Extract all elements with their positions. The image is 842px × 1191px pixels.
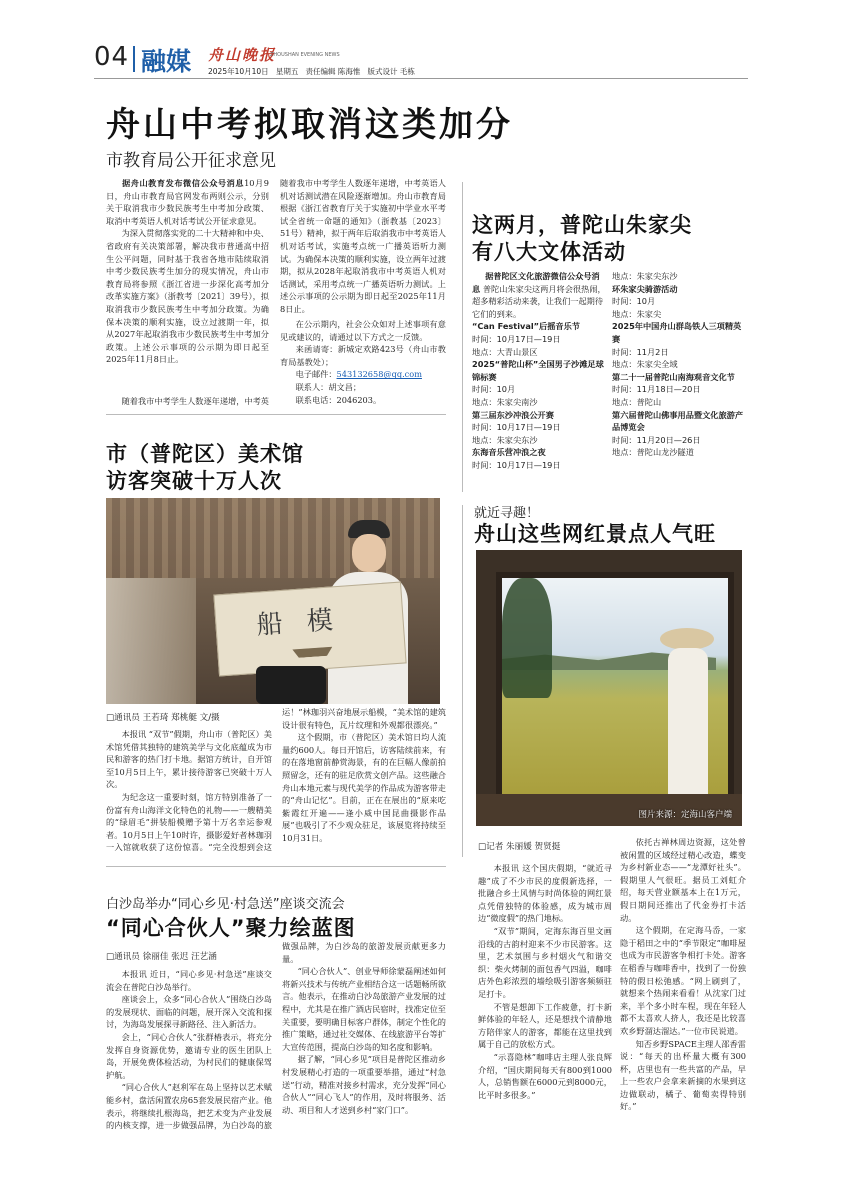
- article4-p5: 依托古禅林周边资源，这处曾被闲置的区域经过精心改造，蝶变为乡村新业态——“龙潭好社头”。假期里人气很旺。据员工刘虹介绍，每天营业额基本上在1万元，假日期间还推出了代金券打卡活动。: [620, 837, 746, 923]
- article3-p3: 这个假期，市（普陀区）美术馆日均人流量约600人。每日开馆后，访客陆续前来，有的在落地窗前静赏海景，有的在巨幅人像前拍照留念，还有的驻足欣赏文创产品。这些融合舟山本地元素与现代美学的作品成为游客带走的“舟山记忆”。目前，正在在展出的“原来吃紫霞红开遍——逢小威中国昆曲摄影作品展”也吸引了不少观众驻足，该展览将持续至10月31日。: [282, 732, 446, 843]
- headline-zhongkao: 舟山中考拟取消这类加分: [106, 105, 513, 145]
- divider-vertical-bottom: [462, 505, 463, 857]
- responsible-editor: 责任编辑 陈海惟: [305, 67, 361, 76]
- page-number: 04: [94, 42, 130, 72]
- event-name-text: 东海音乐营冲浪之夜: [472, 447, 546, 458]
- article5-kicker: 白沙岛举办“同心乡见·村急送”座谈交流会: [106, 897, 345, 912]
- issue-date: 2025年10月10日: [208, 67, 269, 76]
- event-detail: 地点：朱家尖: [612, 308, 662, 319]
- camera-shape: [256, 666, 326, 704]
- email-link[interactable]: 543132658@qq.com: [336, 369, 422, 380]
- article4-byline: □记者 朱丽媛 贺贤挺: [478, 842, 561, 852]
- article4-p3: 不管是想卸下工作疲惫，打卡新鲜体验的年轻人，还是想找个清静地方陪伴家人的游客，都能在这里找到属于自己的放松方式。: [478, 1001, 612, 1050]
- headline-partners: “同心合伙人”聚力绘蓝图: [106, 916, 356, 940]
- event-list-2: [612, 270, 746, 459]
- article4-p6: 这个假期，在定海马岙，一家隐于稻田之中的“季节限定”咖啡屋也成为市民游客争相打卡处。游客在稻香与咖啡香中，找到了一份独特的假日松弛感。“网上刷到了，就想来个热闹来看看！从沈家门过来，半个多小时车程，现在年轻人都不太喜欢人挤人，我还是比较喜欢乡野溜达溜达。”一位市民说道。: [620, 925, 746, 1036]
- event-detail: 地点：朱家尖东沙: [472, 434, 538, 445]
- event-name-text: 2025年中国舟山群岛铁人三项精英赛: [612, 321, 742, 344]
- article4-p4: “示喜隐林”咖啡店主理人张良辉介绍，“国庆期间每天有800到1000人，总销售额在6000元到8000元，比平时多很多。”: [478, 1051, 612, 1100]
- divider-under-article1: [106, 414, 446, 415]
- article5-byline: □通讯员 徐丽佳 张迟 汪艺涵: [106, 952, 217, 962]
- headline-putuo-events-line1: 这两月，普陀山朱家尖: [472, 213, 692, 237]
- article3-p1: 本报讯 “双节”假期，舟山市（普陀区）美术馆凭借其独特的建筑美学与文化底蕴成为市民和游客的热门打卡地。据馆方统计，自开馆至10月5日上午，累计接待游客已突破十万人次。: [106, 729, 272, 790]
- scenic-photo: [476, 550, 742, 826]
- event-detail: 地点：朱家尖南沙: [472, 396, 538, 407]
- headline-art-museum-line2: 访客突破十万人次: [106, 469, 282, 493]
- article5-p4: “同心合伙人”赵利军在岛上坚持以艺术赋能乡村，盘活闲置农房65套发展民宿产业。他表示，将继续扎根海岛，把艺术变为产业发展的内核支撑，进一步做强品牌，为白沙岛的旅: [106, 1082, 272, 1131]
- article5-p5: “同心合伙人”、创业导师徐蒙磊阐述如何将新兴技术与传统产业相结合这一话题畅所欲言。他表示，在推动白沙岛旅游产业发展的过程中，尤其是在推广酒店民宿时，找准定位至关重要，要明确目标客户群体，制定个性化的推广策略，通过社交媒体、在线旅游平台等扩大宣传范围，提高白沙岛的知名度和影响。: [282, 966, 446, 1052]
- headline-scenic-spots: 舟山这些网红景点人气旺: [474, 522, 716, 546]
- article5-p2: 座谈会上，众多“同心合伙人”围绕白沙岛的发展现状、面临的问题，展开深入交流和探讨，为海岛发展探寻新路径、注入新活力。: [106, 994, 272, 1030]
- article3-byline: □通讯员 王若琦 郑桃艇 文/摄: [106, 713, 220, 723]
- issue-weekday: 星期五: [275, 67, 299, 76]
- paper-en-name: ZHOUSHAN EVENING NEWS: [270, 52, 340, 58]
- article5-p1: 本报讯 近日，“同心乡见·村急送”座谈交流会在普陀白沙岛举行。: [106, 969, 272, 992]
- event-name-text: 第六届普陀山佛事用品暨文化旅游产品博览会: [612, 409, 744, 433]
- event-name: [472, 358, 606, 383]
- headline-art-museum: [106, 441, 304, 495]
- event-detail: 地点：普陀山龙沙隧道: [612, 447, 694, 458]
- ship-model-box: [213, 582, 406, 677]
- article1-source: 据舟山教育发布微信公众号消息: [122, 178, 245, 188]
- event-name-text: 2025“普陀山杯”全国男子沙滩足球锦标赛: [472, 359, 604, 382]
- event-detail: 时间：11月2日: [612, 346, 669, 357]
- event-detail: 地点：朱家尖全域: [612, 359, 678, 370]
- event-name: [612, 409, 746, 434]
- article4-p2: “双节”期间，定海东海百里文画沿线的古韵村迎来不少市民游客。这里，艺术氛围与乡村烟火气和谐交织：柴火烤制的面包香气四溢，咖啡店外色彩浓烈的墙绘吸引游客频频驻足打卡。: [478, 925, 612, 999]
- masthead-rule: [94, 78, 748, 79]
- event-name-text: 环朱家尖骑游活动: [612, 283, 678, 294]
- article1-p5: 来函请寄：新城定欢路423号（舟山市教育局基教处）；: [280, 344, 446, 367]
- article1-col1b: [106, 395, 269, 408]
- headline-putuo-events: [472, 212, 692, 266]
- event-detail: 时间：11月18日—20日: [612, 384, 701, 395]
- event-detail: 时间：10月17日—19日: [472, 422, 561, 433]
- article5-p6: 据了解，“同心乡见”项目是普陀区推动乡村发展精心打造的一项重要举措，通过“村急送”行动，精准对接乡村需求，充分发挥“同心合伙人”“同心飞人”的作用，及时将服务、活动、项目和人才送到乡村“家门口”。: [282, 1054, 446, 1115]
- article4-col2: [620, 836, 746, 1113]
- article1-col1: [106, 177, 269, 366]
- paper-logo: 舟山晚报: [208, 46, 277, 64]
- event-detail: 时间：10月: [612, 296, 656, 307]
- event-list-1: [472, 320, 606, 471]
- event-name: [472, 320, 606, 333]
- article4-p7: 知否乡野SPACE主理人邵香雷说：“每天的出杯量大概有300杯，店里也有一些共富的产品，早上一些农户会拿来新摘的水果到这边做联动，橘子、葡萄卖得特别好。”: [620, 1038, 746, 1112]
- event-name: [472, 409, 606, 422]
- article5-p4-cont: 做强品牌，为白沙岛的旅游发展贡献更多力量。: [282, 941, 446, 964]
- masthead-divider: [133, 46, 135, 72]
- article3-p2-cont: 运！”林珈羽兴奋地展示船模，“美术馆的建筑设计很有特色，瓦片纹理和外观都很漂亮。”: [282, 707, 446, 730]
- event-name-text: 第二十一届普陀山南海观音文化节: [612, 371, 735, 382]
- straw-hat: [660, 628, 714, 650]
- article5-col1: [106, 968, 272, 1131]
- event-detail: 地点：普陀山: [612, 396, 662, 407]
- article4-col1: [478, 862, 612, 1101]
- article2-col1: [472, 270, 606, 472]
- subheadline-zhongkao: 市教育局公开征求意见: [106, 151, 276, 171]
- event-name-text: 第三届东沙冲浪公开赛: [472, 409, 554, 420]
- article1-p3a: 随着我市中考学生人数逐年递增，中考英: [121, 396, 269, 406]
- article5-p3: 会上，“同心合伙人”张群椿表示，将充分发挥自身资源优势，邀请专业的医生团队上岛，开展免费体检活动，为村民们的健康保驾护航。: [106, 1031, 272, 1080]
- window-light: [106, 578, 196, 704]
- article4-kicker: 就近寻趣！: [474, 506, 540, 521]
- article2-intro-text: 普陀山朱家尖这两月将会很热闹，超多精彩活动来袭，让我们一起期待它们的到来。: [472, 283, 606, 319]
- event-detail: 时间：11月20日—26日: [612, 434, 701, 445]
- article4-p1: 本报讯 这个国庆假期，“就近寻趣”成了不少市民的度假新选择，一批融合乡土风情与时尚体验的网红景点凭借独特的体验感，成为城市周边“微度假”的热门地标。: [478, 863, 612, 924]
- event-name: [612, 371, 746, 384]
- ship-model-box-text: 船 模: [255, 604, 342, 641]
- layout-designer: 版式设计 毛栋: [367, 67, 415, 76]
- event-detail: 地点：朱家尖东沙: [612, 271, 678, 281]
- article2-intro: [472, 270, 606, 320]
- masthead-info: [208, 66, 415, 77]
- article1-p4: 在公示期内，社会公众如对上述事项有意见或建议的，请通过以下方式之一反馈。: [280, 319, 446, 342]
- event-name: [612, 283, 746, 296]
- event-detail: 时间：10月: [472, 384, 516, 395]
- article1-lead: [106, 177, 269, 227]
- headline-putuo-events-line2: 有八大文体活动: [472, 240, 626, 264]
- email-label: 电子邮件：: [295, 369, 337, 380]
- section-title: 融媒: [141, 47, 192, 76]
- article2-col2: [612, 270, 746, 459]
- article1-email-line: [280, 368, 446, 381]
- event-detail: 时间：10月17日—19日: [472, 459, 561, 470]
- face-shape: [352, 534, 386, 572]
- article2-source: 据普陀区文化旅游微信公众号消息: [472, 271, 600, 294]
- event-name: [612, 320, 746, 345]
- article1-p3-cont: 随着我市中考学生人数逐年递增，中考英语人机对话测试潜在风险逐渐增加。舟山市教育局根据《浙江省教育厅关于实施初中学业水平考试全省统一命题的通知》（浙教基〔2023〕51号）精神，拟于两年后取消我市中考英语人机对话考试，实施考点统一广播英语听力测试。为确保本决策的顺利实施，设立两年过渡期，拟从2028年起取消我市中考英语人机对话测试，采用考点统一广播英语听力测试。上述公示事项的公示期为即日起至2025年11月8日止。: [280, 178, 446, 314]
- divider-under-article3: [106, 866, 446, 867]
- event-name: [472, 446, 606, 459]
- article5-col2: [282, 940, 446, 1116]
- divider-vertical-top: [462, 182, 463, 492]
- tree-left: [502, 578, 552, 698]
- museum-photo: [106, 498, 440, 704]
- article1-p2: 为深入贯彻落实党的二十大精神和中央、省政府有关决策部署，解决我市普通高中招生公平问题，同时基于我省各地市陆续取消中考少数民族考生加分的现实情况，舟山市教育局将参照《浙江省进一步深化高考加分改革实施方案》（浙教考〔2021〕39号），拟取消我市少数民族考生中考加分政策。为确保本决策的顺利实施，设立过渡期一年，拟从2027年起取消我市少数民族考生中考加分政策。上述公示事项的公示期为即日起至2025年11月8日止。: [106, 228, 269, 365]
- event-detail: 地点：大青山景区: [472, 346, 538, 357]
- article3-p2: 为纪念这一重要时刻，馆方特别准备了一份富有舟山海洋文化特色的礼物——一艘精美的“绿眉毛”拼装船模赠予第十万名幸运参观者。10月5日上午10时许，摄影爱好者林珈羽一入馆就收获了这份惊喜。“完全没想到会这: [106, 791, 272, 853]
- article3-col2: [282, 706, 446, 845]
- article1-p1: 10月9日，舟山市教育局官网发布两则公示，分别关于取消我市少数民族考生中考加分政策、取消中考英语人机对话考试公开征求意见。: [106, 178, 269, 226]
- article3-col1: [106, 728, 272, 854]
- article1-phone: 联系电话：2046203。: [295, 394, 382, 405]
- event-detail: 时间：10月17日—19日: [472, 333, 561, 344]
- headline-art-museum-line1: 市（普陀区）美术馆: [106, 442, 304, 466]
- event-name-text: “Can Festival”后摇音乐节: [472, 321, 580, 332]
- article1-col2: [280, 177, 446, 406]
- photo-credit: 图片来源：定海山客户端: [638, 810, 732, 820]
- article1-contact: 联系人：胡文昌；: [295, 381, 362, 392]
